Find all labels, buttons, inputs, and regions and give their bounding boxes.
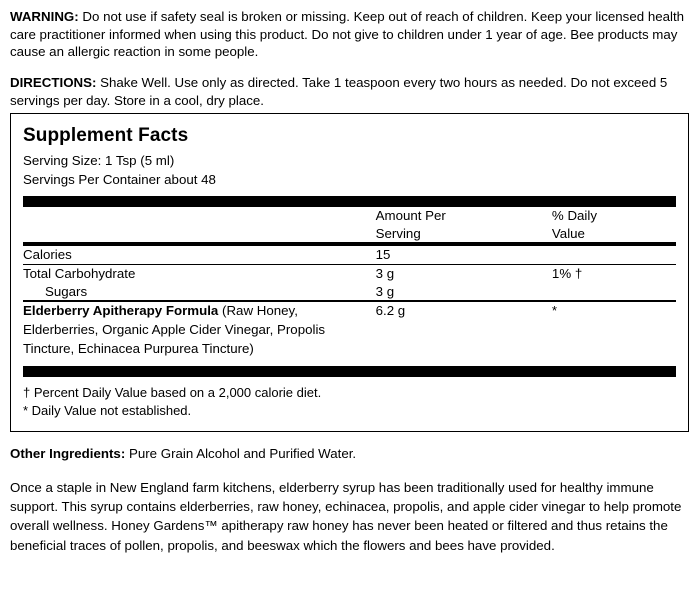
directions-label: DIRECTIONS:	[10, 75, 97, 91]
nutrient-rows-table-2	[23, 265, 676, 300]
spacer	[10, 61, 689, 74]
nutrient-amount: 3 g	[375, 266, 395, 282]
ingredient-block-table	[23, 302, 676, 359]
table-row	[23, 265, 676, 283]
table-row	[23, 302, 676, 359]
header-daily-value	[552, 207, 676, 242]
supplement-facts-table	[23, 207, 676, 242]
nutrient-name: Sugars	[45, 283, 88, 299]
supplement-facts-panel	[10, 113, 689, 432]
header-amount-line1: Amount Per	[375, 208, 446, 224]
nutrient-amount: 3 g	[375, 283, 395, 299]
warning-paragraph	[10, 8, 689, 61]
warning-text: Do not use if safety seal is broken or missing. Keep out of reach of children. Keep your licensed health care practitioner informed when using this product. Do not give to children under 1 year of age. Bee products may cause an allergic reaction in some people.	[10, 9, 685, 60]
table-header-row	[23, 207, 676, 242]
warning-label: WARNING:	[10, 9, 79, 24]
header-daily-line1: % Daily	[551, 208, 597, 224]
header-amount-per-serving	[376, 207, 552, 242]
supplement-facts-title: Supplement Facts	[23, 125, 189, 147]
header-amount-line2: Serving	[375, 225, 421, 241]
nutrient-name: Calories	[23, 246, 72, 262]
header-blank-cell	[23, 207, 376, 242]
ingredient-formula-name: Elderberry Apitherapy Formula	[23, 302, 219, 318]
other-ingredients-paragraph	[10, 445, 689, 463]
header-daily-line2: Value	[551, 225, 585, 241]
nutrient-dv: 1% †	[551, 266, 583, 282]
ingredient-formula-cell	[23, 302, 376, 359]
thick-divider-top	[23, 196, 676, 207]
ingredient-amount: 6.2 g	[375, 302, 406, 318]
footnote-daily-value: † Percent Daily Value based on a 2,000 calorie diet.	[23, 384, 322, 400]
other-ingredients-label: Other Ingredients:	[10, 446, 126, 462]
directions-paragraph	[10, 74, 689, 109]
footnotes	[23, 377, 676, 422]
nutrient-name: Total Carbohydrate	[23, 266, 136, 282]
nutrient-amount: 15	[375, 246, 391, 262]
other-ingredients-text: Pure Grain Alcohol and Purified Water.	[125, 446, 357, 462]
thick-divider-bottom	[23, 366, 676, 377]
directions-text: Shake Well. Use only as directed. Take 1 teaspoon every two hours as needed. Do not exceed 5 servings per day. Store in a cool, dry place.	[10, 75, 668, 108]
nutrient-dv	[552, 283, 676, 301]
table-row	[23, 283, 676, 301]
ingredient-dv: *	[551, 302, 558, 318]
servings-per-container: Servings Per Container about 48	[23, 171, 216, 187]
serving-size: Serving Size: 1 Tsp (5 ml)	[23, 152, 175, 168]
nutrient-dv	[552, 246, 676, 264]
nutrient-rows-table	[23, 246, 676, 264]
product-description: Once a staple in New England farm kitchens, elderberry syrup has been traditionally used for healthy immune support. This syrup contains elderberries, raw honey, echinacea, propolis, and apple cider vinegar to help promote overall wellness. Honey Gardens™ apitherapy raw honey has never been heated or filtered and thus retains the beneficial traces of pollen, propolis, and beeswax which the flowers and bees have provided.	[10, 479, 682, 553]
table-row	[23, 246, 676, 264]
footnote-not-established: * Daily Value not established.	[23, 403, 192, 419]
ingredient-formula-detail: (Raw Honey, Elderberries, Organic Apple Cider Vinegar, Propolis Tincture, Echinacea Purpurea Tincture)	[23, 302, 326, 356]
